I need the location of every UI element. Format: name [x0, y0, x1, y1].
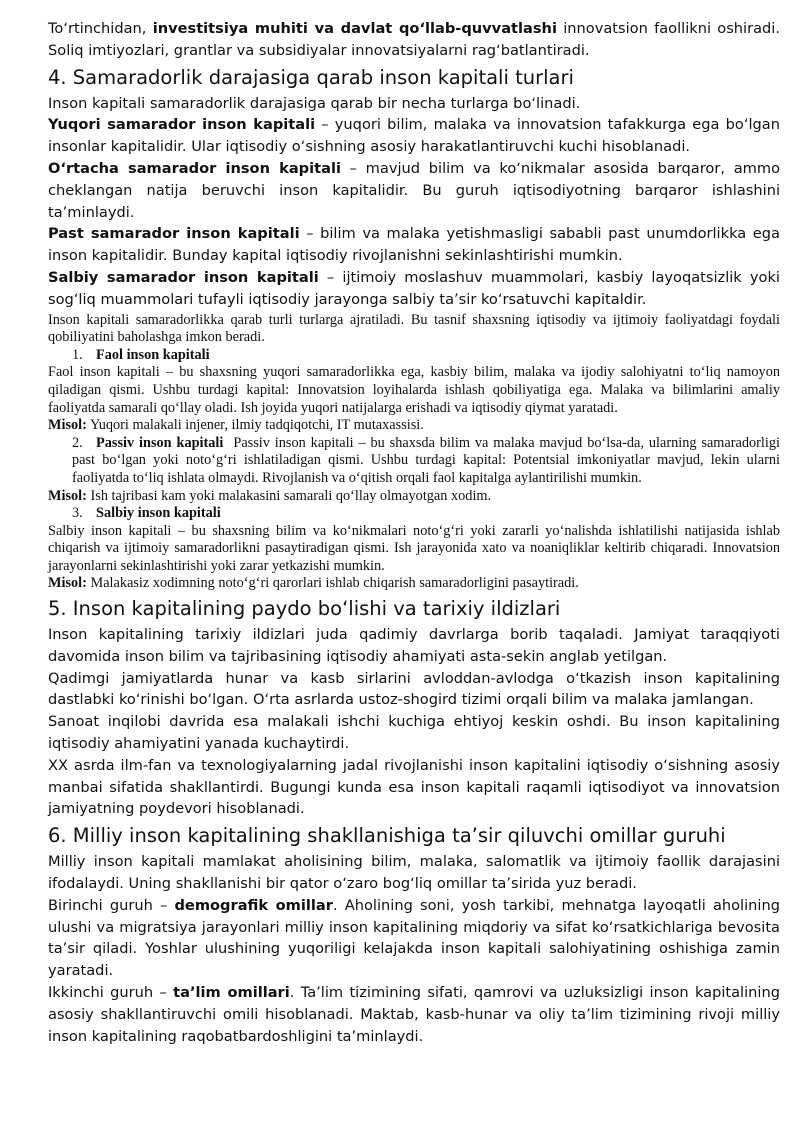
example-label: Misol:: [48, 487, 87, 504]
text: . Ta’lim tizimining sifati, qamrovi va uzluksizligi inson kapitalining asosiy shakllantiruvchi omili hisoblanadi. Maktab, kasb-hunar va oliy ta’lim tizimining rivoji milliy inson kapitalining raqobatbardoshligini ta’minlaydi.: [48, 984, 780, 1045]
list-title: Faol inson kapitali: [96, 346, 210, 363]
text: – bilim va malaka yetishmasligi sababli past unumdorlikka ega inson kapitalidir. Bunday kapital iqtisodiy rivojlanishni sekinlashtirishi mumkin.: [48, 225, 780, 265]
section-6-heading: 6. Milliy inson kapitalining shakllanishiga ta’sir qiluvchi omillar guruhi: [48, 824, 726, 848]
section-6-body: [48, 851, 780, 1047]
text: To‘rtinchidan,: [48, 20, 153, 37]
paragraph: [48, 18, 780, 62]
paragraph: Milliy inson kapitali mamlakat aholisining bilim, malaka, salomatlik va ijtimoiy faollik darajasini ifodalaydi. Uning shakllanishi bir qator o‘zaro bog‘liq omillar ta’sirida yuz beradi.: [48, 853, 780, 893]
text: innovatsion faollikni oshiradi. Soliq imtiyozlari, grantlar va subsidiyalar innovatsiyalarni rag‘batlantiradi.: [48, 20, 781, 59]
paragraph: Inson kapitali samaradorlikka qarab turli turlarga ajratiladi. Bu tasnif shaxsning iqtisodiy va ijtimoiy faoliyatdagi foydali qobiliyatini baholashga imkon beradi.: [48, 311, 780, 346]
paragraph: Faol inson kapitali – bu shaxsning yuqori samaradorlikka ega, kasbiy bilim, malaka va ijodiy salohiyatni to‘liq namoyon qiladigan qismi. Ushbu turdagi kapital: Innovatsion loyihalarda ishlash qobiliyatiga ega. Malaka va bilimlarini amaliy faoliyatda samarali qo‘llay oladi. Ish joyida yuqori natijalarga erishadi va iqtisodiy qiymat yaratadi.: [48, 364, 780, 416]
list-item: [48, 435, 780, 488]
paragraph: Sanoat inqilobi davrida esa malakali ishchi kuchiga ehtiyoj keskin oshdi. Bu inson kapitalining iqtisodiy ahamiyatini yanada kuchaytirdi.: [48, 713, 780, 753]
paragraph: Qadimgi jamiyatlarda hunar va kasb sirlarini avloddan-avlodga o‘tkazish inson kapitalining dastlabki ko‘rinishi bo‘lgan. O‘rta asrlarda ustoz-shogird tizimi orqali bilim va malaka jamlangan.: [48, 669, 780, 709]
bold-term: O‘rtacha samarador inson kapitali: [48, 159, 341, 177]
paragraph: XX asrda ilm-fan va texnologiyalarning jadal rivojlanishi inson kapitalini iqtisodiy o‘sishning asosiy manbai sifatida shakllantirdi. Bugungi kunda esa inson kapitali raqamli iqtisodiyot va innovatsion jamiyatning poydevori hisoblanadi.: [48, 756, 780, 818]
intro-block: [48, 18, 780, 62]
paragraph: [48, 267, 780, 311]
list-number: 2.: [72, 434, 83, 451]
list-number: 1.: [72, 346, 83, 363]
paragraph: [48, 114, 780, 158]
section-4-body: [48, 93, 780, 311]
list-item: [48, 347, 780, 365]
example-label: Misol:: [48, 575, 87, 592]
list-number: 3.: [72, 505, 83, 522]
paragraph: [48, 158, 780, 223]
text: Ish tajribasi kam yoki malakasini samarali qo‘llay olmayotgan xodim.: [86, 487, 492, 504]
bold-term: Salbiy samarador inson kapitali: [48, 268, 319, 286]
list-title: Salbiy inson kapitali: [96, 505, 221, 522]
paragraph: [48, 895, 780, 982]
text: Ikkinchi guruh –: [48, 984, 174, 1002]
paragraph: Inson kapitalining tarixiy ildizlari juda qadimiy davrlarga borib taqaladi. Jamiyat taraqqiyoti davomida inson bilim va tajribasining iqtisodiy ahamiyati asta-sekin anglab yetilgan.: [48, 626, 780, 665]
example-label: Misol:: [48, 417, 87, 434]
bold-term: demografik omillar: [174, 896, 333, 914]
document-page: [48, 18, 780, 1047]
example: [48, 488, 780, 506]
text: . Aholining soni, yosh tarkibi, mehnatga layoqatli aholining ulushi va migratsiya jarayonlari milliy inson kapitalining miqdoriy va sifat ko‘rsatkichlariga bevosita ta’sir qiladi. Yoshlar ulushining yuqoriligi kelajakda inson kapitali salohiyatining oshishiga zamin yaratadi.: [48, 896, 780, 980]
text: – yuqori bilim, malaka va innovatsion tafakkurga ega bo‘lgan insonlar kapitalidir. Ular iqtisodiy o‘sishning asosiy harakatlantiruvchi kuchi hisoblanadi.: [48, 116, 780, 156]
example: [48, 417, 780, 435]
section-5-heading: 5. Inson kapitalining paydo bo‘lishi va tarixiy ildizlari: [48, 597, 561, 621]
list-item: [48, 505, 780, 523]
text: Birinchi guruh –: [48, 896, 175, 914]
section-5-body: [48, 624, 780, 820]
bold-term: ta’lim omillari: [173, 984, 290, 1002]
text: Malakasiz xodimning noto‘g‘ri qarorlari ishlab chiqarish samaradorligini pasaytiradi.: [86, 575, 579, 592]
example: [48, 575, 780, 593]
paragraph: Inson kapitali samaradorlik darajasiga qarab bir necha turlarga bo‘linadi.: [48, 94, 581, 112]
text: Passiv inson kapitali – bu shaxsda bilim va malaka mavjud bo‘lsa-da, ularning samaradorligi past bo‘lgan yoki noto‘g‘ri ishlatiladigan qismi. Ushbu turdagi kapital: Potentsial imkoniyatlar mavjud, lekin ularni faoliyatda to‘liq ishlata olmaydi. Rivojlanish va o‘qitish orqali faol kapitalga aylantirilishi mumkin.: [72, 434, 780, 486]
paragraph: [48, 982, 780, 1047]
bold-term: investitsiya muhiti va davlat qo‘llab-quvvatlashi: [152, 20, 557, 37]
bold-term: Past samarador inson kapitali: [48, 225, 300, 243]
text: – ijtimoiy moslashuv muammolari, kasbiy layoqatsizlik yoki sog‘liq muammolari tufayli iqtisodiy jarayonga salbiy ta’sir ko‘rsatuvchi kapitaldir.: [48, 268, 780, 308]
list-title: Passiv inson kapitali: [96, 434, 224, 451]
paragraph: Salbiy inson kapitali – bu shaxsning bilim va ko‘nikmalari noto‘g‘ri yoki zararli yo‘nalishda ishlatilishi natijasida ishlab chiqarish va ijtimoiy samaradorlikni pasaytiradigan qismi. Ish jarayonida xato va noaniqliklar keltirib chiqaradi. Innovatsion jarayonlarni sekinlashtirishi yoki zarar yetkazishi mumkin.: [48, 522, 780, 574]
text: – mavjud bilim va ko‘nikmalar asosida barqaror, ammo cheklangan natija beruvchi inson kapitalidir. Bu guruh iqtisodiyotning barqaror ishlashini ta’minlaydi.: [48, 159, 780, 221]
bold-term: Yuqori samarador inson kapitali: [48, 116, 316, 134]
serif-block: [48, 312, 780, 594]
section-4-heading: 4. Samaradorlik darajasiga qarab inson kapitali turlari: [48, 65, 574, 89]
text: Yuqori malakali injener, ilmiy tadqiqotchi, IT mutaxassisi.: [86, 417, 424, 434]
paragraph: [48, 223, 780, 267]
